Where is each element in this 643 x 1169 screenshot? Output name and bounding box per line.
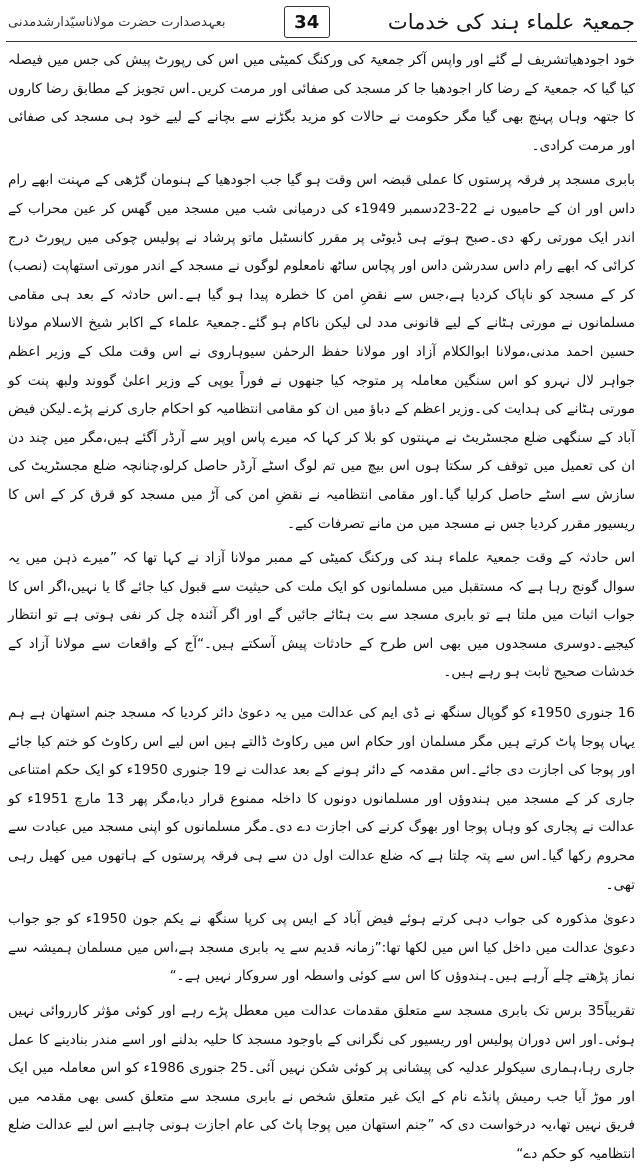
paragraph: دعویٰ مذکورہ کی جواب دہی کرتے ہوئے فیض آباد کے ایس پی کرپا سنگھ نے یکم جون 1950ء کو جو جواب دعویٰ عدالت میں داخل کیا اس میں لکھا تھا:”زمانہ قدیم سے یہ بابری مسجد ہے،اس میں مسلمان ہمیشہ سے نماز پڑھتے چلے آرہے ہیں۔ہندوؤں کا اس سے کوئی واسطہ اور سروکار نہیں ہے۔“ bbox=[8, 911, 636, 985]
header-title: جمعیۃ علماء ہند کی خدمات bbox=[387, 10, 635, 34]
page-number: 34 bbox=[284, 6, 330, 38]
paragraph: تقریباً35 برس تک بابری مسجد سے متعلق مقدمات عدالت میں معطل پڑے رہے اور کوئی مؤثر کارروائی نہیں ہوئی۔اور اس دوران پولیس اور ریسیور کی نگرانی کے باوجود مسجد کا حلیہ بدلنے اور اسے مندر بنادینے کا عمل جاری رہا،ہماری سیکولر عدلیہ کی پیشانی پر کوئی شکن نہیں آئی۔25 جنوری 1986ء کو اس معاملہ میں ایک اور موڑ آیا جب رمیش پانڈے نام کے ایک غیر متعلق شخص نے بابری مسجد سے متعلق کسی بھی مقدمہ میں فریق نہیں تھا،یہ درخواست دی کہ ”جنم استھان میں پوجا پاٹ کی عام اجازت ہونی چاہیے اس لیے عدالت ضلع انتظامیہ کو حکم دے“ bbox=[8, 1003, 635, 1162]
page-header bbox=[8, 4, 635, 40]
paragraph: 16 جنوری 1950ء کو گوپال سنگھ نے ڈی ایم کی عدالت میں یہ دعویٰ دائر کردیا کہ مسجد جنم استھان ہے ہم یہاں پوجا پاٹ کرتے ہیں مگر مسلمان اور حکام اس میں رکاوٹ ڈالتے ہیں اس لیے اس رکاوٹ کو ختم کیا جائے اور پوجا کی اجازت دی جائے۔اس مقدمہ کے دائر ہونے کے بعد عدالت نے 19 جنوری 1950ء کو ایک حکم امتناعی جاری کر کے مسجد میں ہندوؤں اور مسلمانوں دونوں کا داخلہ ممنوع قرار دیا،مگر پھر 13 مارچ 1951ء کو عدالت نے پجاری کو وہاں پوجا اور بھوگ کرنے کی اجازت دے دی۔مگر مسلمانوں کو اپنی مسجد میں عبادت سے محروم رکھا گیا۔اس سے پتہ چلتا ہے کہ ضلع عدالت اول دن سے ہی فرقہ پرستوں کے ہاتھوں میں کھیل رہی تھی۔ bbox=[8, 705, 636, 893]
header-subtitle: بعہدصدارت حضرت مولاناسیّدارشدمدنی bbox=[8, 14, 226, 30]
paragraph: خود اجودھیاتشریف لے گئے اور واپس آکر جمعیۃ کی ورکنگ کمیٹی میں اس کی رپورٹ پیش کی جس میں فیصلہ کیا گیا کہ جمعیۃ کے رضا کار اجودھیا جا کر مسجد کی صفائی اور مرمت کریں۔اس تجویز کے مطابق رضا کاروں کا جتھہ وہاں پہنچ بھی گیا مگر حکومت نے حالات کو مزید بگڑنے سے بچانے کے لیے خود ہی مسجد کی صفائی اور مرمت کرادی۔ bbox=[8, 52, 635, 154]
paragraph: اس حادثہ کے وقت جمعیۃ علماء ہند کی ورکنگ کمیٹی کے ممبر مولانا آزاد نے کہا تھا کہ ”میرے ذہن میں یہ سوال گونج رہا ہے کہ مستقبل میں مسلمانوں کو ایک ملت کی حیثیت سے قبول کیا جائے گا یا نہیں،اگر اس کا جواب اثبات میں ملتا ہے تو بابری مسجد سے بت ہٹائے جائیں گے اور اگر آئندہ چل کر نفی ہوتی ہے تو انتظار کیجیے۔دوسری مسجدوں میں بھی اس طرح کے حادثات پیش آسکتے ہیں۔“آج کے واقعات سے مولانا آزاد کے خدشات صحیح ثابت ہو رہے ہیں۔ bbox=[8, 550, 635, 681]
paragraph: بابری مسجد پر فرقہ پرستوں کا عملی قبضہ اس وقت ہو گیا جب اجودھیا کے ہنومان گڑھی کے مہنت ابھے رام داس اور ان کے حامیوں نے 22-23دسمبر 1949ء کی درمیانی شب میں مسجد میں گھس کر عین محراب کے اندر ایک مورتی رکھ دی۔صبح ہوتے ہی ڈیوٹی پر مقرر کانسٹبل ماتو پرشاد نے پولیس چوکی میں رپورٹ درج کرائی کہ ابھے رام داس سدرشن داس اور پچاس ساٹھ نامعلوم لوگوں نے مسجد کے اندر مورتی استھاپت (نصب) کر کے مسجد کو ناپاک کردیا ہے،جس سے نقضِ امن کا خطرہ پیدا ہو گیا ہے۔اس حادثہ کے بعد ہی مقامی مسلمانوں نے مورتی ہٹانے کے لیے قانونی مدد لی لیکن ناکام ہو گئے۔جمعیۃ علماء کے اکابر شیخ الاسلام مولانا حسین احمد مدنی،مولانا ابوالکلام آزاد اور مولانا حفظ الرحمٰن سیوہاروی نے اس وقت ملک کے وزیر اعظم جواہر لال نہرو کو اس سنگین معاملہ پر متوجہ کیا جنھوں نے فوراً یوپی کے وزیر اعلیٰ گووند ولبھ پنت کو مورتی ہٹانے کی ہدایت کی۔وزیر اعظم کے دباؤ میں ان کو مقامی انتظامیہ کو احکام جاری کرنے پڑے۔لیکن فیض آباد کے سنگھی ضلع مجسٹریٹ نے مہنتوں کو بلا کر کہا کہ میرے پاس اوپر سے آرڈر آگئے ہیں،مگر میں چند دن ان کی تعمیل میں توقف کر سکتا ہوں اس بیچ میں تم لوگ اسٹے آرڈر حاصل کرلو،چنانچہ ضلع مجسٹریٹ کی سازش سے اسٹے حاصل کرلیا گیا۔اور مقامی انتظامیہ نے نقضِ امن کی آڑ میں مسجد کو قرق کر کے اس کا ریسیور مقرر کردیا جس نے مسجد میں من مانے تصرفات کیے۔ bbox=[8, 172, 636, 532]
header-divider bbox=[6, 41, 637, 42]
article-body bbox=[8, 46, 636, 1162]
